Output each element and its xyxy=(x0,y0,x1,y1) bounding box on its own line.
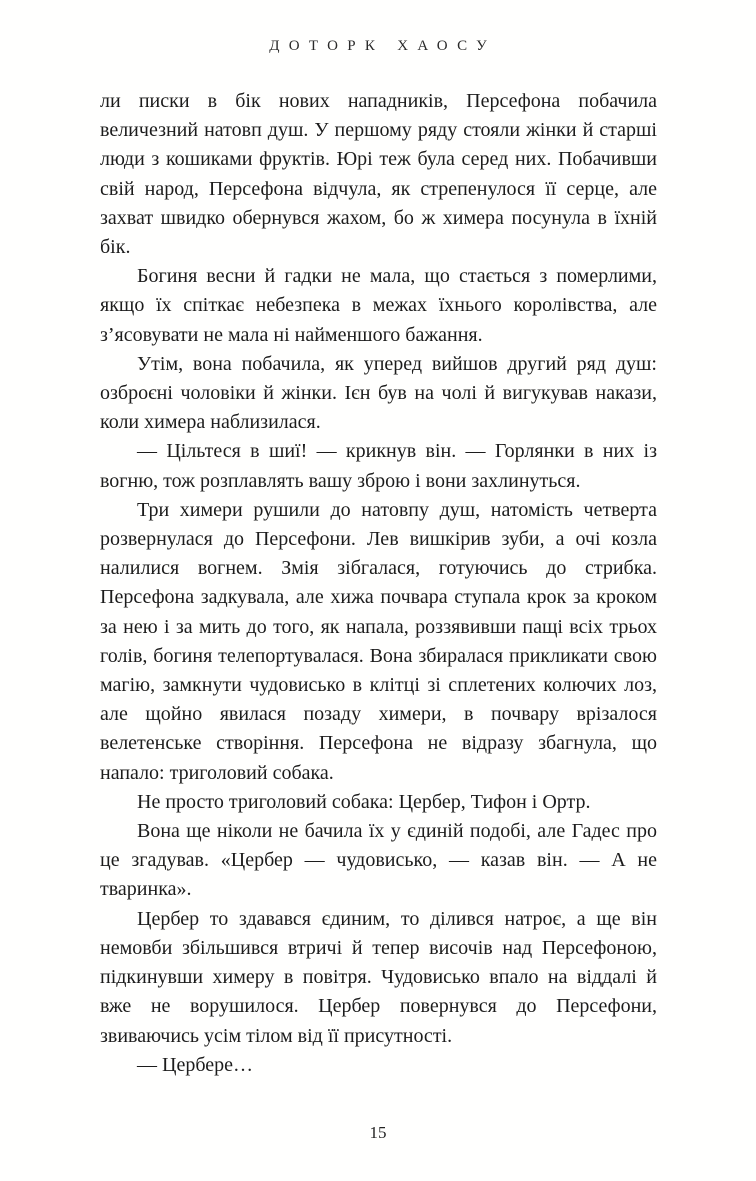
paragraph: Богиня весни й гадки не мала, що стається з померлими, якщо їх спіткає небезпека в межах їхнього королівства, але з’ясовувати не мала ні найменшого бажання. xyxy=(100,265,657,346)
running-header: ДОТОРК ХАОСУ xyxy=(269,38,497,54)
paragraph-dialogue: — Цільтеся в шиї! — крикнув він. — Горлянки в них із вогню, тож розплавлять вашу зброю і вони захлинуться. xyxy=(100,440,657,492)
paragraph: Цербер то здавався єдиним, то ділився натроє, а ще він немовби збільшився втричі й тепер височів над Персефоною, підкинувши химеру в повітря. Чудовисько впало на віддалі й вже не ворушилося. Цербер повернувся до Персефони, звиваючись усім тілом від її присутності. xyxy=(100,907,657,1047)
paragraph-dialogue: — Цербере… xyxy=(137,1053,253,1076)
paragraph: Не просто триголовий собака: Цербер, Тифон і Ортр. xyxy=(137,790,591,813)
paragraph: ли писки в бік нових нападників, Персефона побачила величезний натовп душ. У першому ряду стояли жінки й старші люди з кошиками фруктів. Юрі теж була серед них. Побачивши свій народ, Персефона відчула, як стрепенулося її серце, але захват швидко обернувся жахом, бо ж химера посунула в їхній бік. xyxy=(100,90,657,259)
body-text xyxy=(100,87,657,1080)
paragraph: Утім, вона побачила, як уперед вийшов другий ряд душ: озброєні чоловіки й жінки. Ієн був на чолі й вигукував накази, коли химера наблизилася. xyxy=(100,352,657,434)
page-number: 15 xyxy=(369,1123,387,1142)
paragraph: Вона ще ніколи не бачила їх у єдиній подобі, але Гадес про це згадував. «Цербер — чудовисько, — казав він. — А не тваринка». xyxy=(100,820,657,901)
paragraph: Три химери рушили до натовпу душ, натомість четверта розвернулася до Персефони. Лев вишкірив зуби, а очі козла налилися вогнем. Змія зібгалася, готуючись до стрибка. Персефона задкувала, але хижа почвара ступала крок за кроком за нею і за мить до того, як напала, роззявивши пащі всіх трьох голів, богиня телепортувалася. Вона збиралася прикликати свою магію, замкнути чудовисько в клітці зі сплетених колючих лоз, але щойно явилася позаду химери, в почвару врізалося велетенське створіння. Персефона не відразу збагнула, що напало: триголовий собака. xyxy=(100,498,657,784)
